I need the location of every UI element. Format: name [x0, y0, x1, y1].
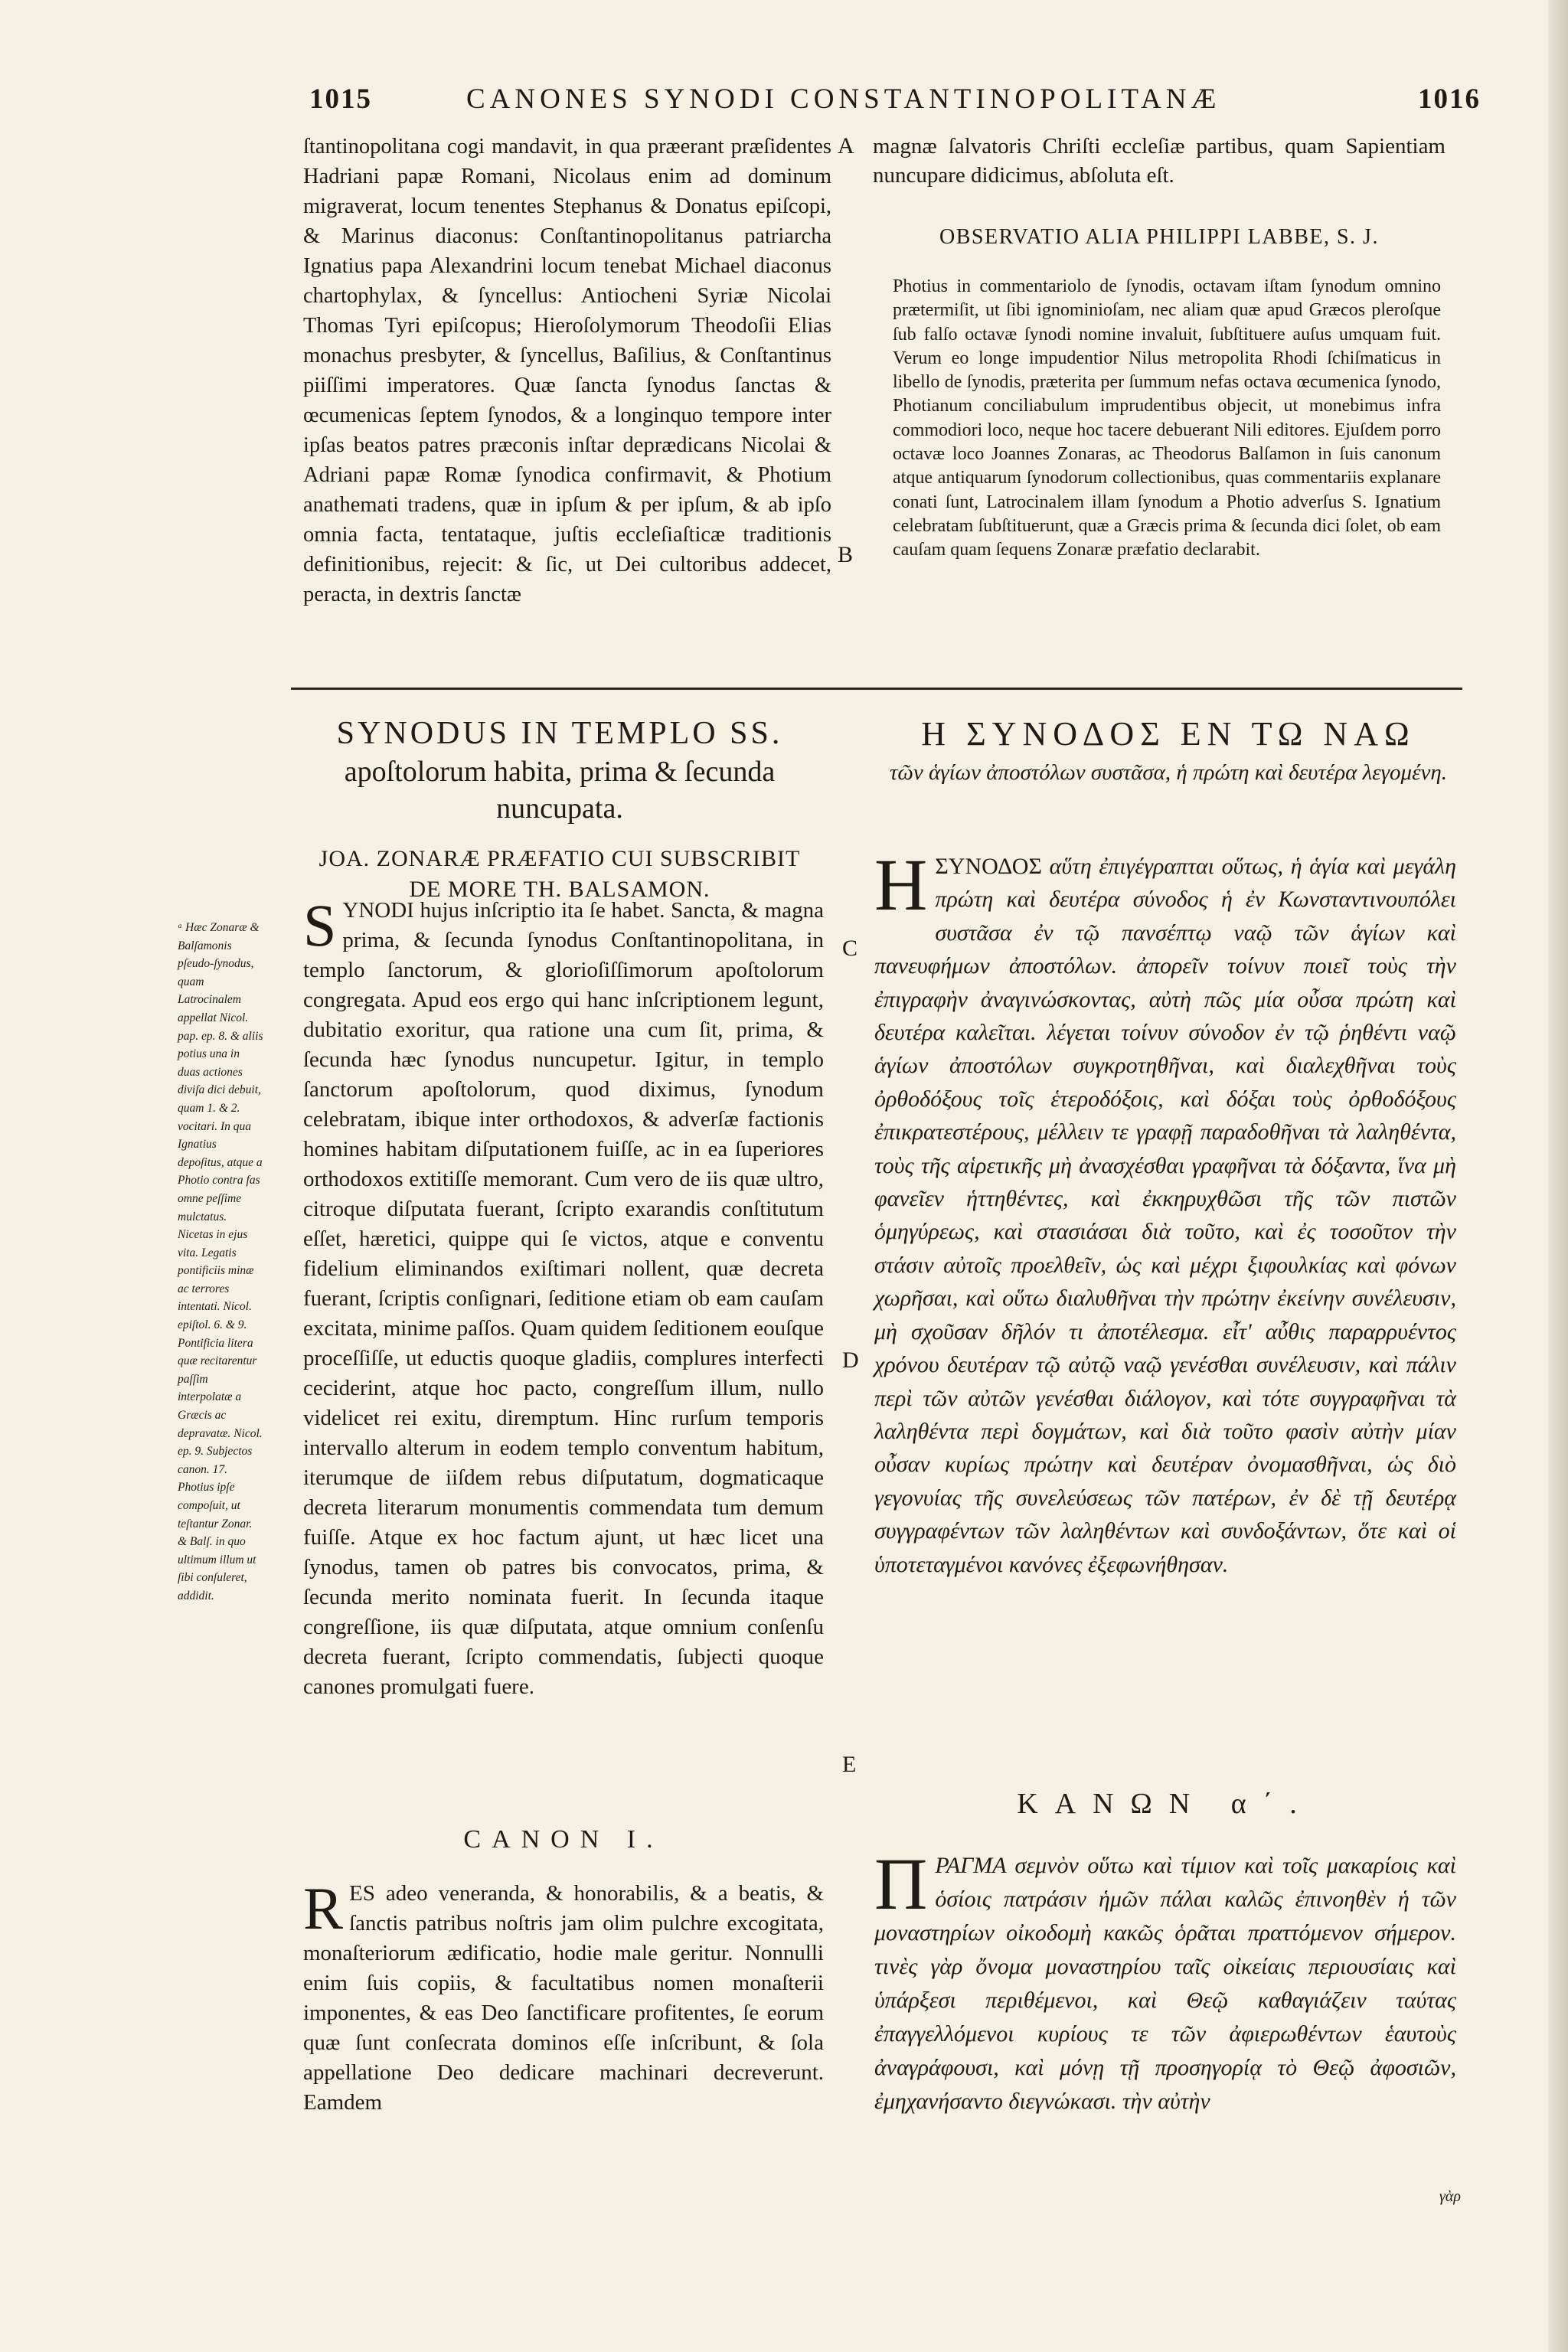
top-left-column [303, 132, 831, 609]
top-right-lead: magnæ ſalvatoris Chriſti eccleſiæ partibus, quam Sapientiam nuncupare didicimus, abſoluta eſt. [873, 134, 1446, 188]
book-gutter [1548, 0, 1568, 2352]
observatio-text: Photius in commentariolo de ſynodis, octavam iſtam ſynodum omnino prætermiſit, ut ſibi ignominioſam, nec aliam quæ apud Græcos pleroſque ſub falſo octavæ ſynodi nomine invaluit, ſubſtituere auſus umquam fuit. Verum eo longe impudentior Nilus metropolita Rhodi ſchiſmaticus in libello de ſynodis, præterita per ſummum nefas octava œcumenica ſynodo, Photianum conciliabulum imprudentibus objecit, ut monebimus infra commodiori loco, neque hoc tacere debuerant Nili editores. Ejuſdem porro octavæ loco Joannes Zonaras, ac Theodorus Balſamon in ſuis canonum atque antiquarum ſynodorum collectionibus, quas commentariis explanare conati ſunt, Latrocinalem illam ſynodum a Photio adverſus S. Ignatium celebratam ſubſtituerunt, quæ a Græcis prima & ſecunda dici ſolet, ob eam cauſam quam ſequens Zonaræ præfatio declarabit. [893, 276, 1441, 560]
margin-letter-e: E [842, 1752, 857, 1777]
greek-title-line1: Η ΣΥΝΟΔΟΣ ΕΝ ΤΩ ΝΑΩ [921, 715, 1416, 753]
canon-dropcap: R [303, 1875, 344, 1942]
greek-canon-dropcap: Π [874, 1843, 928, 1925]
margin-letter-d: D [842, 1348, 859, 1373]
greek-canon-opening: ΡΑΓΜΑ [935, 1853, 1006, 1878]
running-head [309, 83, 1504, 129]
greek-preface [874, 844, 1456, 1581]
top-right-column [873, 132, 1446, 563]
canon-one-greek [874, 1843, 1456, 2118]
section-divider [291, 688, 1462, 690]
kanon-heading: ΚΑΝΩΝ α΄. [1017, 1788, 1314, 1820]
canon-one-latin [303, 1875, 824, 2118]
margin-letter-a: A [838, 133, 854, 158]
observatio-heading: OBSERVATIO ALIA PHILIPPI LABBE, S. J. [939, 225, 1379, 249]
latin-preface-text: YNODI hujus inſcriptio ita ſe habet. Sancta, & magna prima, & ſecunda ſynodus Conſtantinopolitana, in templo ſanctorum, & glorioſiſſimorum apoſtolorum congregata. Apud eos ergo qui hanc inſcriptionem legunt, dubitatio exoritur, qua ratione una cum ſit, prima, & ſecunda hæc ſynodus nuncupetur. Igitur, in templo ſanctorum apoſtolorum, quod diximus, ſynodum celebratam, ibique inter orthodoxos, & adverſæ factionis homines habitam diſputationem fuiſſe, ac in ea ſuperiores orthodoxos extitiſſe memorant. Cum vero de iis quæ ultro, citroque diſputata fuerant, ſcripto exarandis conſtitutum eſſet, hæretici, quippe qui ſe victos, atque e conventu fidelium eliminandos exiſtimari nollent, quæ decreta fuerant, ſcriptis conſignari, ſeditione etiam ob eam cauſam excitata, minime paſſos. Quam quidem ſeditionem eouſque proceſſiſſe, ut eductis quoque gladiis, complures interfecti ceciderint, atque hoc pacto, congreſſum illum, nullo videlicet rei exitu, diremptum. Hinc rurſum temporis intervallo alterum in eodem templo conventum habitum, iterumque de iiſdem rebus diſputatum, dogmaticaque decreta literarum monumentis commendata tum demum fuiſſe. Atque ex hoc factum ajunt, ut hæc licet una ſynodus, tamen ob patres bis convocatos, prima, & ſecunda merito nominata fuerit. In ſecunda itaque congreſſione, iis quæ diſputata, atque omnium conſenſu decreta fuerant, ſcripto commendatis, ſubjecti quoque canones promulgati fuere. [303, 898, 824, 1699]
canon-one-text: ES adeo veneranda, & honorabilis, & a beatis, & ſanctis patribus noſtris jam olim pulchre excogitata, monaſteriorum ædificatio, hodie male geritur. Nonnulli enim ſuis copiis, & facultatibus nomen monaſterii imponentes, & eas Deo ſanctificare profitentes, ſe eorum quæ ſunt conſecrata dominos eſſe inſcribunt, & ſola appellatione Deo dedicare machinari decreverunt. Eamdem [303, 1881, 824, 2115]
greek-opening-word: ΣΥΝΟΔΟΣ [935, 854, 1042, 879]
greek-canon-text: σεμνὸν οὕτω καὶ τίμιον καὶ τοῖς μακαρίοις καὶ ὁσίοις πατράσιν ἡμῶν πάλαι καλῶς ἐπινοηθὲν ἡ τῶν μοναστηρίων οἰκοδομὴ κακῶς ὁρᾶται πραττόμενον σήμερον. τινὲς γὰρ ὄνομα μοναστηρίου ταῖς οἰκείαις περιουσίαις καὶ ὑπάρξεσι περιθέμενοι, καὶ Θεῷ καθαγιάζειν ταύτας ἐπαγγελλόμενοι κυρίους τε τῶν ἀφιερωθέντων ἑαυτοὺς ἀναγράφουσι, καὶ μόνῃ τῇ προσηγορίᾳ τὸ Θεῷ ἀφοσιῶν, ἐμηχανήσαντο διεγνώκασι. τὴν αὐτὴν [874, 1853, 1456, 2114]
marginal-note: ᵃ Hæc Zonaræ & Balſamonis pſeudo-ſynodus, quam Latrocinalem appellat Nicol. pap. ep. 8. & aliis potius una in duas actiones diviſa dici debuit, quam 1. & 2. vocitari. In qua Ignatius depoſitus, atque a Photio contra fas omne peſſime mulctatus. Nicetas in ejus vita. Legatis pontificiis minæ ac terrores intentati. Nicol. epiſtol. 6. & 9. Pontificia litera quæ recitarentur paſſim interpolatæ a Græcis ac depravatæ. Nicol. ep. 9. Subjectos canon. 17. Photius ipſe compoſuit, ut teſtantur Zonar. & Balſ. in quo ultimum illum ut ſibi conſuleret, addidit. [178, 921, 263, 1602]
canon-heading: CANON I. [463, 1825, 664, 1854]
margin-letter-b: B [838, 542, 854, 567]
catchword: γὰρ [1439, 2188, 1461, 2205]
running-title: CANONES SYNODI CONSTANTINOPOLITANÆ [466, 83, 1221, 115]
latin-preface [303, 892, 824, 1702]
greek-dropcap: Η [874, 844, 928, 926]
page-number-left: 1015 [309, 83, 372, 115]
greek-title-line2: τῶν ἁγίων ἀποστόλων συστᾶσα, ἡ πρώτη καὶ δευτέρα λεγομένη. [889, 760, 1448, 785]
synodus-title-line1: SYNODUS IN TEMPLO SS. [336, 716, 783, 751]
top-left-text: ſtantinopolitana cogi mandavit, in qua præerant præſidentes Hadriani papæ Romani, Nicolaus enim ad dominum migraverat, locum tenentes Stephanus & Donatus epiſcopi, & Marinus diaconus: Conſtantinopolitanus patriarcha Ignatius papa Alexandrini locum tenebat Michael diaconus chartophylax, & ſyncellus: Antiocheni Syriæ Nicolai Thomas Tyri epiſcopus; Hieroſolymorum Theodoſii Elias monachus presbyter, & ſyncellus, Baſilius, & Conſtantinus piiſſimi imperatores. Quæ ſancta ſynodus ſanctas & œcumenicas ſeptem ſynodos, & a longinquo tempore inter ipſas beatos patres præconis inſtar deprædicans Nicolai & Adriani papæ Romæ ſynodica confirmavit, & Photium anathemati tradens, quæ in ipſum & per ipſum, & ab ipſo omnia facta, tentataque, juſtis eccleſiaſticæ traditionis definitionibus, rejecit: & ſic, ut Dei cultoribus addecet, peracta, in dextris ſanctæ [303, 135, 831, 606]
greek-preface-text: αὕτη ἐπιγέγραπται οὕτως, ἡ ἁγία καὶ μεγάλη πρώτη καὶ δευτέρα σύνοδος ἡ ἐν Κωνσταντινουπόλει συστᾶσα ἐν τῷ πανσέπτῳ ναῷ τῶν ἁγίων καὶ πανευφήμων ἀποστόλων. ἀπορεῖν τοίνυν ποιεῖ τοὺς τὴν ἐπιγραφὴν ἀναγινώσκοντας, αὐτὴ πῶς μία οὖσα πρώτη καὶ δευτέρα καλεῖται. λέγεται τοίνυν σύνοδον ἐν τῷ ῥηθέντι ναῷ ἁγίων ἀποστόλων συγκροτηθῆναι, καὶ διαλεχθῆναι τοὺς ὀρθοδόξους τοῖς ἑτεροδόξοις, καὶ δόξαι τοὺς ὀρθοδόξους ἐπικρατεστέρους, μέλλειν τε γραφῇ παραδοθῆναι τὰ λαληθέντα, τοὺς τῆς αἱρετικῆς μὴ ἀνασχέσθαι γραφῆναι τὰ δόξαντα, ἵνα μὴ φανεῖεν ἡττηθέντες, καὶ ἐκκηρυχθῶσι τῆς τῶν πιστῶν ὁμηγύρεως, καὶ στασιάσαι διὰ τοῦτο, καὶ ἐς τοσοῦτον τὴν στάσιν αὐτοῖς προελθεῖν, ὡς καὶ μέχρι ξιφουλκίας καὶ φόνων χωρῆσαι, καὶ οὕτω διαλυθῆναι τὴν πρώτην ἐκείνην συνέλευσιν, μὴ σχοῦσαν δῆλόν τι ἀποτέλεσμα. εἶτ' αὖθις παραρρυέντος χρόνου δευτέραν τῷ αὐτῷ ναῷ γενέσθαι συνέλευσιν, καὶ πάλιν περὶ τῶν αὐτῶν γενέσθαι διάλογον, καὶ τότε συγγραφῆναι τὰ λαληθέντα περὶ δογμάτων, καὶ διὰ τοῦτο φασὶν αὐτὴν μίαν οὖσαν κυρίως πρώτην καὶ δευτέραν ὀνομασθῆναι, ὡς διὸ γεγονυίας τῆς συνελεύσεως τῶν πατέρων, ἐν δὲ τῇ δευτέρᾳ συγγραφέντων τῶν λαληθέντων καὶ συνδοξάντων, ὅτε καὶ οἱ ὑποτεταγμένοι κανόνες ἐξεφωνήθησαν. [874, 854, 1456, 1577]
latin-dropcap: S [303, 892, 337, 959]
synodus-title-line2: apoſtolorum habita, prima & ſecunda nuncupata. [344, 756, 776, 825]
synodus-heading [303, 714, 816, 905]
greek-heading [870, 714, 1467, 790]
margin-letter-c: C [842, 936, 858, 961]
zonaras-preface-heading: JOA. ZONARÆ PRÆFATIO CUI SUBSCRIBIT DE MORE TH. BALSAMON. [318, 846, 801, 902]
page-number-right: 1016 [1418, 83, 1481, 115]
